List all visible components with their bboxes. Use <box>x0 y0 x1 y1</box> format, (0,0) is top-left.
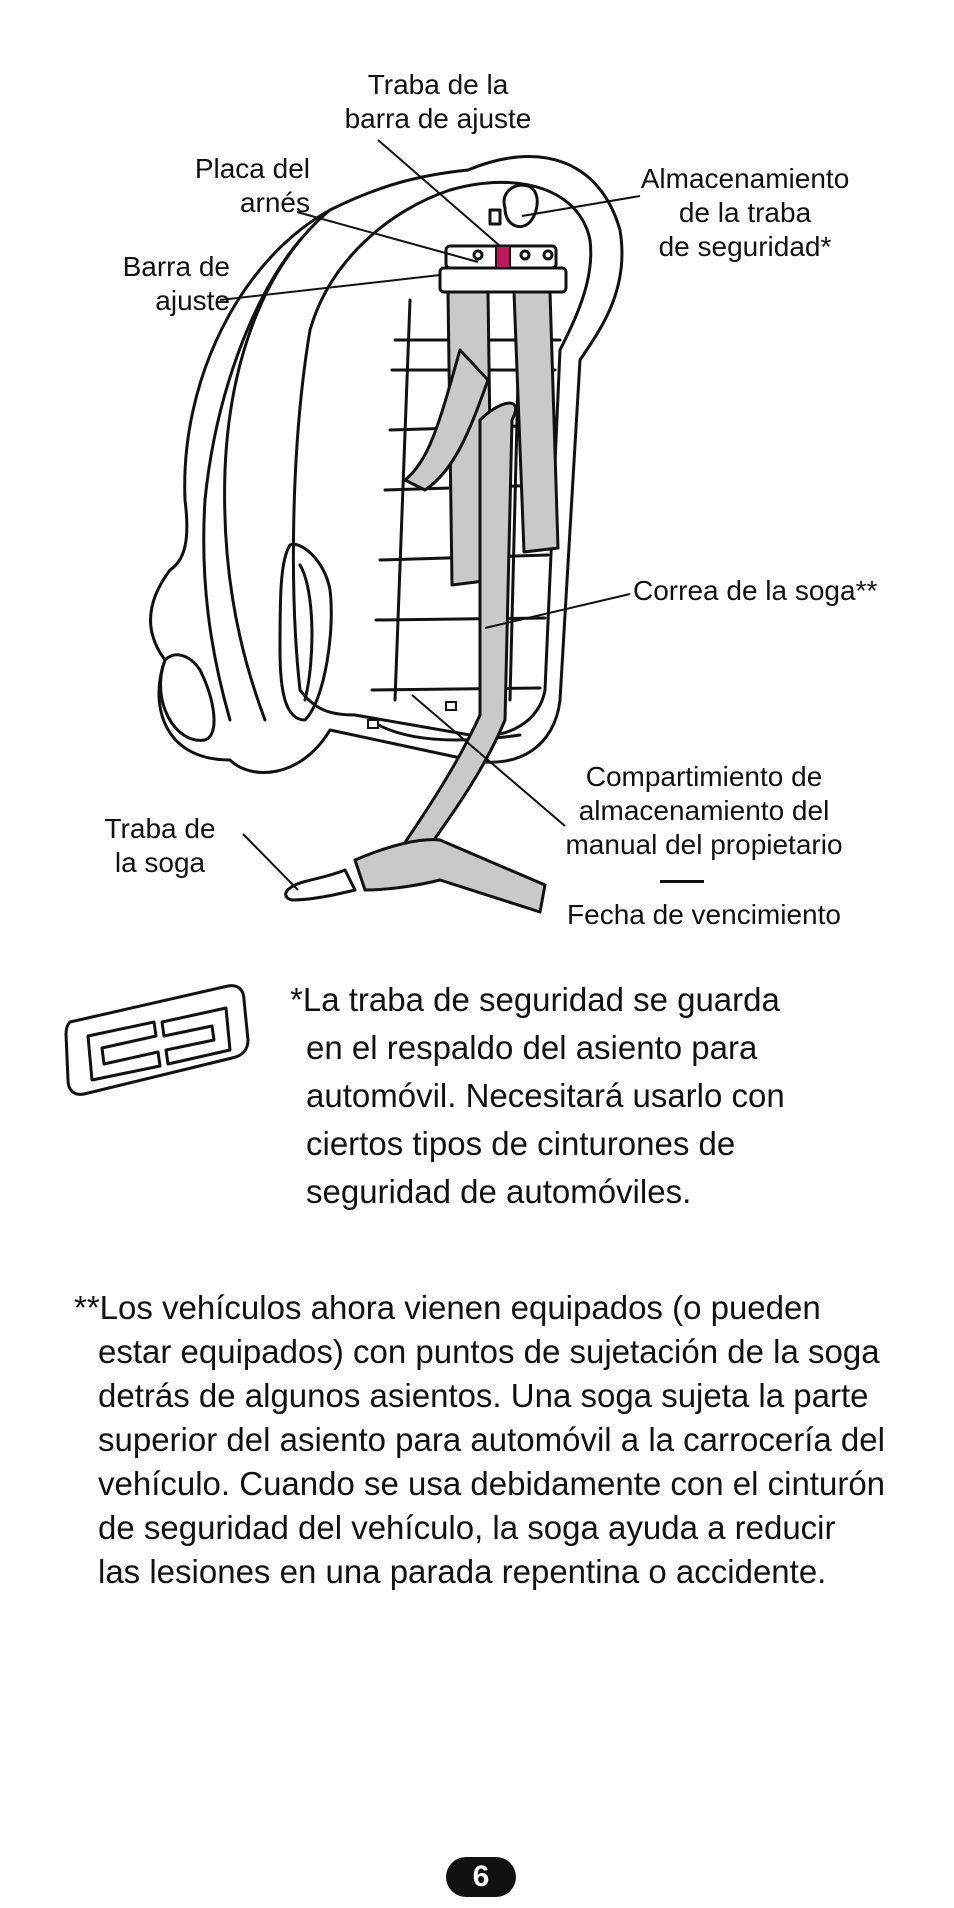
leader-adjust-bar-lock <box>378 140 500 246</box>
seat-wing-left <box>225 210 330 720</box>
label-manual-compartment: Compartimiento de almacenamiento del manual del propietario <box>565 761 843 860</box>
label-tether-strap: Correa de la soga** <box>633 575 878 606</box>
page-number: 6 <box>446 1857 516 1897</box>
label-adjust-bar-lock: Traba de la barra de ajuste <box>344 69 532 134</box>
leader-lock-storage <box>522 196 640 216</box>
label-expiration-date: Fecha de vencimiento <box>567 899 841 930</box>
leader-harness-plate <box>297 212 478 262</box>
locking-clip-icon <box>62 978 252 1098</box>
locking-clip-note: *La traba de seguridad se guarda en el respaldo del asiento para automóvil. Necesitará usarlo con ciertos tipos de cinturones de seguridad de automóviles. <box>290 981 785 1210</box>
label-adjust-bar: Barra de ajuste <box>122 251 230 316</box>
leader-tether-hook <box>243 834 298 890</box>
harness-plate-outline <box>440 268 566 292</box>
label-divider <box>660 880 704 883</box>
harness-strap-right <box>514 292 558 552</box>
label-lock-storage: Almacenamiento de la traba de seguridad* <box>640 163 850 262</box>
label-harness-plate: Placa del arnés <box>194 153 310 218</box>
label-tether-hook: Traba de la soga <box>104 813 216 878</box>
lock-storage-slot <box>504 185 537 226</box>
tether-hook <box>286 870 355 900</box>
adjust-bar-lock <box>496 246 510 268</box>
tether-note: **Los vehículos ahora vienen equipados (o pueden estar equipados) con puntos de sujetación de la soga detrás de algunos asientos. Una soga sujeta la parte superior del asiento para automóvil a la carrocería del vehículo. Cuando se usa debidamente con el cinturón de seguridad del vehículo, la soga ayuda a reducir las lesiones en una parada repentina o accidente. <box>74 1289 886 1590</box>
tether-strap-tail <box>355 840 545 912</box>
